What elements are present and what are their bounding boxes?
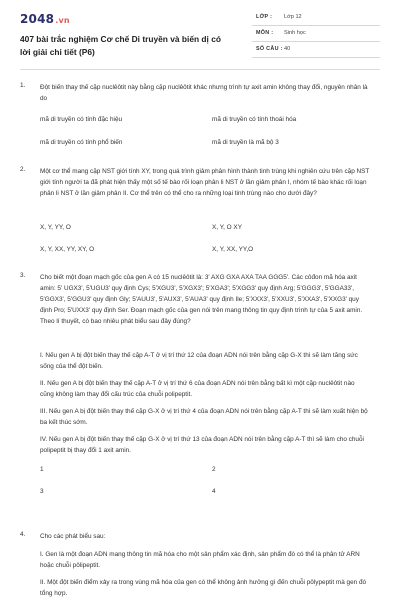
- answer-option[interactable]: mã di truyền có tính đặc hiệu: [40, 116, 123, 123]
- answer-option[interactable]: mã di truyền có tính thoái hóa: [212, 116, 297, 123]
- meta-value: Lớp 12: [284, 14, 302, 20]
- question-number: 4.: [20, 531, 26, 538]
- meta-box: [252, 11, 380, 58]
- answer-option[interactable]: mã di truyền là mã bộ 3: [212, 139, 279, 146]
- question-text: Một cơ thể mang cặp NST giới tính XY, trong quá trình giảm phân hình thành tinh trùng khi nghiên cứu trên cặp NST giới tính người ta đã phát hiện thấy một số tế bào rối loạn phân li NST ở lần giảm phân I, nhóm tế bào khác rối loạn phân li NST ở lần giảm phân II. Cơ thể trên có thể cho ra những loại tinh trùng nào cho dưới đây?: [40, 168, 370, 197]
- document-title: 407 bài trắc nghiệm Cơ chế Di truyền và biến dị có lời giải chi tiết (P6): [20, 34, 221, 57]
- answer-option[interactable]: X, Y, XX, YY,O: [212, 246, 254, 253]
- meta-value: 40: [284, 46, 291, 52]
- answer-option[interactable]: X, Y, YY, O: [40, 224, 71, 231]
- question-number: 1.: [20, 82, 26, 89]
- meta-label: LỚP :: [256, 14, 273, 20]
- logo-suffix: .vn: [55, 16, 70, 25]
- meta-label: SỐ CÂU :: [256, 46, 283, 52]
- statement: I. Nếu gen A bị đột biến thay thế cặp A-T ở vị trí thứ 12 của đoạn ADN nói trên bằng cặp G-X thì sẽ làm tăng sức sống của thể đột biến.: [40, 352, 358, 370]
- statement: III. Nếu gen A bị đột biến thay thế cặp G-X ở vị trí thứ 4 của đoạn ADN nói trên bằng cặp A-T thì sẽ làm xuất hiện bộ ba kết thúc sớm.: [40, 408, 368, 426]
- answer-option[interactable]: 2: [212, 466, 216, 473]
- site-logo[interactable]: [20, 12, 70, 26]
- meta-row-class: [252, 11, 380, 26]
- header-divider: [20, 69, 380, 70]
- meta-label: MÔN :: [256, 30, 274, 36]
- answer-option[interactable]: 3: [40, 488, 44, 495]
- question-number: 2.: [20, 166, 26, 173]
- statement: II. Nếu gen A bị đột biến thay thế cặp A-T ở vị trí thứ 6 của đoạn ADN nói trên bằng bất kì một cặp nuclêôtit nào cũng không làm thay đổi cấu trúc của chuỗi polipeptit.: [40, 380, 355, 398]
- statement: I. Gen là một đoạn ADN mang thông tin mã hóa cho một sản phẩm xác định, sản phẩm đó có thể là phân tử ARN hoặc chuỗi pôlipeptit.: [40, 551, 360, 569]
- meta-value: Sinh học: [284, 30, 306, 36]
- question-text: Cho biết một đoạn mạch gốc của gen A có 15 nuclêôtit là: 3' AXG GXA AXA TAA GGG5'. Các côđon mã hóa axit amin: 5' UGX3', 5'UGU3' quy định Cys; 5'XGU3', 5'XGX3'; 5'XGA3'; 5'XGG3' quy định Arg; 5'GGG3', 5'GGA33', 5'GGX3', 5'GGU3' quy định Gly; 5'AUU3', 5'AUX3', 5'AUA3' quy định Ile; 5'XXX3', 5'XXU3', 5'XXA3', 5'XXG3' quy định Pro; 5'UXX3' quy định Ser. Đoạn mạch gốc của gen nói trên mang thông tin quy định trình tự của 5 axit amin. Theo lí thuyết, có bao nhiêu phát biểu sau đây đúng?: [40, 274, 363, 325]
- answer-option[interactable]: mã di truyền có tính phổ biến: [40, 139, 123, 146]
- answer-option[interactable]: X, Y, XX, YY, XY, O: [40, 246, 95, 253]
- question-number: 3.: [20, 272, 26, 279]
- answer-option[interactable]: 4: [212, 488, 216, 495]
- statement: IV. Nếu gen A bị đột biến thay thế cặp G-X ở vị trí thứ 13 của đoạn ADN nói trên bằng cặp A-T thì sẽ làm cho chuỗi polipeptit bị thay đổi 1 axit amin.: [40, 436, 364, 454]
- meta-row-subject: [252, 27, 380, 42]
- answer-option[interactable]: 1: [40, 466, 44, 473]
- statement: II. Một đột biến điểm xảy ra trong vùng mã hóa của gen có thể không ảnh hưởng gì đến chuỗi pôlypeptit mà gen đó tổng hợp.: [40, 579, 367, 597]
- question-text: Cho các phát biểu sau:: [40, 533, 106, 540]
- answer-option[interactable]: X, Y, O XY: [212, 224, 242, 231]
- logo-text: 2048: [20, 12, 55, 26]
- question-text: Đột biến thay thế cặp nuclêôtit này bằng cặp nuclêôtit khác nhưng trình tự axit amin không thay đổi, nguyên nhân là do: [40, 84, 368, 102]
- meta-row-count: [252, 43, 380, 58]
